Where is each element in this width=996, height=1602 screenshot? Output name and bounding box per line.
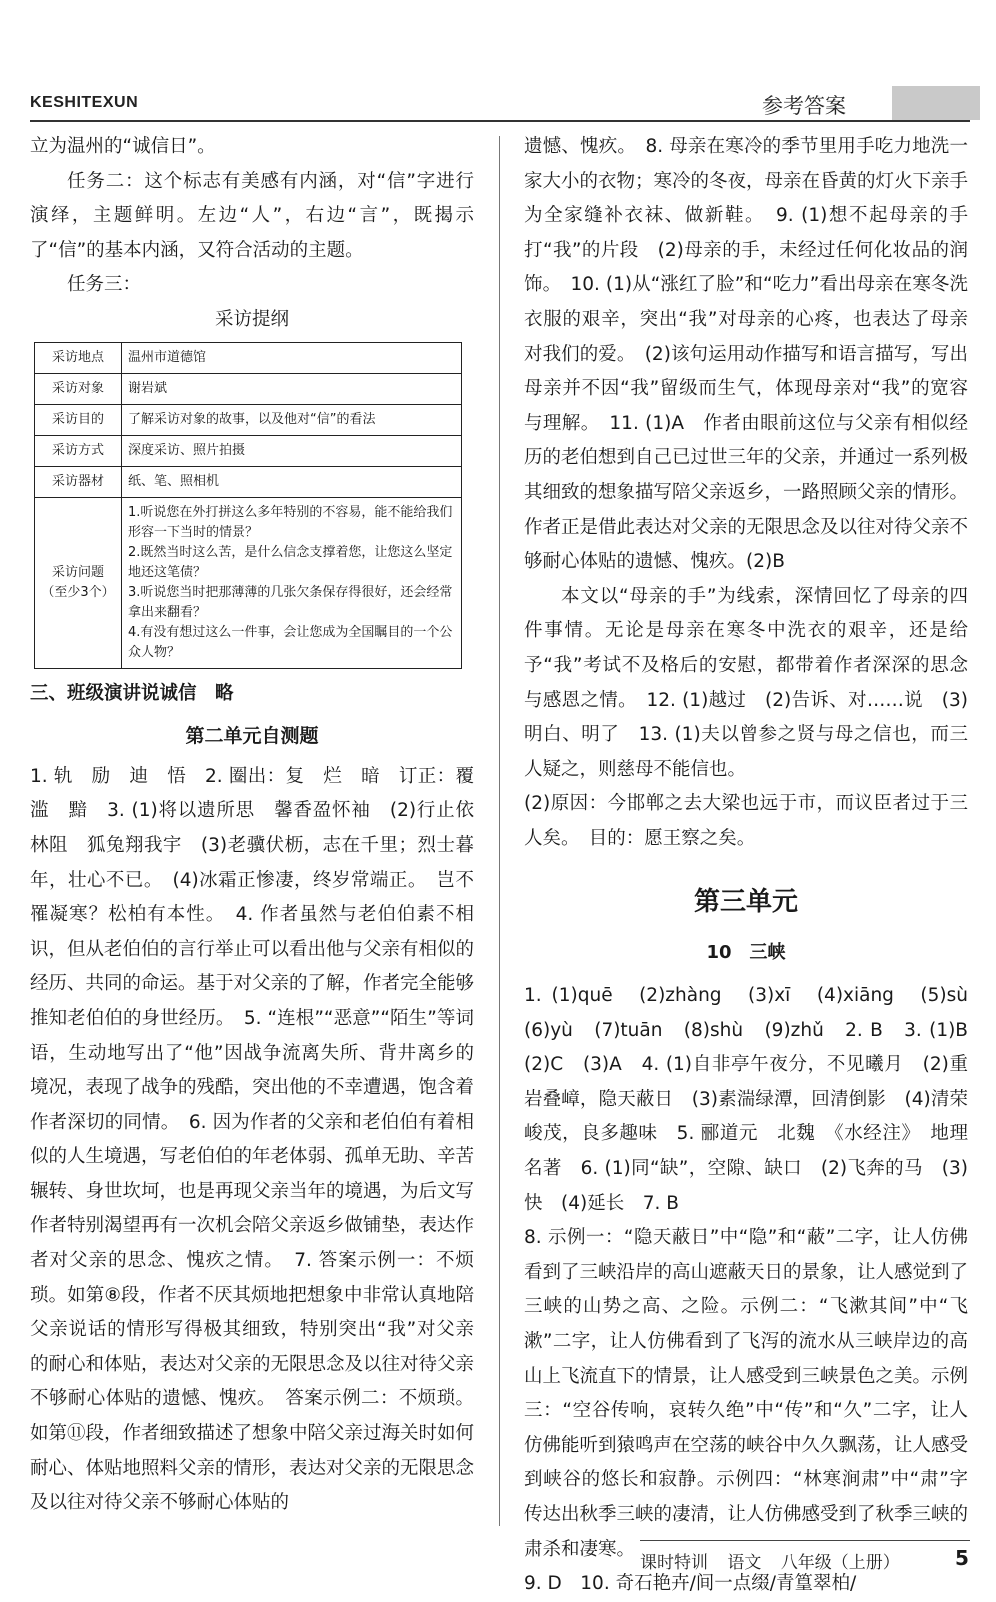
table-row <box>35 373 462 404</box>
page-number: 5 <box>955 1546 969 1570</box>
table-row <box>35 404 462 435</box>
right-column <box>524 130 987 1602</box>
paragraph: 本文以“母亲的手”为线索，深情回忆了母亲的四件事情。无论是母亲在寒冬中洗衣的艰辛，还是给予“我”考试不及格后的安慰，都带着作者深深的思念与感恩之情。 12. (1)越过 (2)告诉、对……说 (3)明白、明了 13. (1)夫以曾参之贤与母之信也，而三人疑之，则慈母不能信也。 <box>524 585 968 780</box>
table-title: 采访提纲 <box>214 308 289 330</box>
table-cell: 采访问题（至少3个） <box>35 497 122 668</box>
table-cell: 了解采访对象的故事，以及他对“信”的看法 <box>122 404 462 435</box>
page-header <box>0 0 996 128</box>
table-cell: 采访方式 <box>35 435 122 466</box>
paragraph: 遗憾、愧疚。 8. 母亲在寒冷的季节里用手吃力地洗一家大小的衣物；寒冷的冬夜，母亲在昏黄的灯火下亲手为全家缝补衣袜、做新鞋。 9. (1)想不起母亲的手打“我”的片段 (2)母亲的手，未经过任何化妆品的润饰。 10. (1)从“涨红了脸”和“吃力”看出母亲在寒冬洗衣服的艰辛，突出“我”对母亲的心疼，也表达了母亲对我们的爱。 (2)该句运用动作描写和语言描写，写出母亲并不因“我”留级而生气，体现母亲对“我”的宽容与理解。 11. (1)A 作者由眼前这位与父亲有相似经历的老伯想到自己已过世三年的父亲，并通过一系列极其细致的想象描写陪父亲返乡，一路照顾父亲的情形。作者正是借此表达对父亲的无限思念及以往对待父亲不够耐心体贴的遗憾、愧疚。(2)B <box>524 136 969 573</box>
table-cell: 纸、笔、照相机 <box>122 466 462 497</box>
question-item: 4.有没有想过这么一件事，会让您成为全国瞩目的一个公众人物？ <box>128 624 453 660</box>
page-footer <box>640 1548 914 1573</box>
header-title: 参考答案 <box>762 94 846 118</box>
question-item: 3.听说您当时把那薄薄的几张欠条保存得很好，还会经常拿出来翻看？ <box>128 584 453 620</box>
section-heading: 三、班级演讲说诚信 略 <box>30 682 234 704</box>
table-cell: 谢岩斌 <box>122 373 462 404</box>
column-divider <box>499 136 500 1526</box>
footer-series: 课时特训 <box>640 1553 708 1573</box>
header-divider <box>30 120 970 122</box>
table-row <box>35 342 462 373</box>
paragraph: 1. 轨 励 迪 悟 2. 圈出：复 烂 暗 订正：覆 滥 黯 3. (1)将以遗所思 馨香盈怀袖 (2)行止依林阻 狐兔翔我宇 (3)老骥伏枥，志在千里；烈士暮年，壮心不已。 (4)冰霜正惨凄，终岁常端正。 岂不罹凝寒？松柏有本性。 4. 作者虽然与老伯伯素不相识，但从老伯伯的言行举止可以看出他与父亲有相似的经历、共同的命运。基于对父亲的了解，作者完全能够推知老伯伯的身世经历。 5. “连根”“恶意”“陌生”等词语，生动地写出了“他”因战争流离失所、背井离乡的境况，表现了战争的残酷，突出他的不幸遭遇，饱含着作者深切的同情。 6. 因为作者的父亲和老伯伯有着相似的人生境遇，写老伯伯的年老体弱、孤单无助、辛苦辗转、身世坎坷，也是再现父亲当年的境遇，为后文写作者特别渴望再有一次机会陪父亲返乡做铺垫，表达作者对父亲的思念、愧疚之情。 7. 答案示例一：不烦琐。如第⑧段，作者不厌其烦地把想象中非常认真地陪父亲说话的情形写得极其细致，特别突出“我”对父亲的耐心和体贴，表达对父亲的无限思念及以往对待父亲不够耐心体贴的遗憾、愧疚。 答案示例二：不烦琐。如第⑪段，作者细致描述了想象中陪父亲过海关时如何耐心、体贴地照料父亲的情形，表达对父亲的无限思念及以往对待父亲不够耐心体贴的 <box>30 765 493 1514</box>
paragraph: 任务三： <box>67 274 142 296</box>
unit2-title: 第二单元自测题 <box>185 725 319 748</box>
question-item: 2.既然当时这么苦，是什么信念支撑着您，让您这么坚定地还这笔债？ <box>128 544 453 580</box>
table-cell: 采访目的 <box>35 404 122 435</box>
lesson-title: 10 三峡 <box>706 942 786 964</box>
paragraph: 1. (1)quē (2)zhàng (3)xī (4)xiāng (5)sù (6)yù (7)tuān (8)shù (9)zhǔ 2. B 3. (1)B (2)C (3)A 4. (1)自非亭午夜分，不见曦月 (2)重岩叠嶂，隐天蔽日 (3)素湍绿潭，回清倒影 (4)清荣峻茂，良多趣味 5. 郦道元 北魏 《水经注》 地理名著 6. (1)同“缺”，空隙、缺口 (2)飞奔的马 (3)快 (4)延长 7. B <box>524 985 987 1214</box>
table-cell: 深度采访、照片拍摄 <box>122 435 462 466</box>
footer-subject: 语文 <box>727 1553 762 1573</box>
table-row <box>35 466 462 497</box>
table-cell: 采访器材 <box>35 466 122 497</box>
paragraph: 任务二：这个标志有美感有内涵，对“信”字进行演绎，主题鲜明。左边“人”，右边“言”，既揭示了“信”的基本内涵，又符合活动的主题。 <box>30 170 474 261</box>
table-cell: 温州市道德馆 <box>122 342 462 373</box>
header-decoration <box>892 86 980 120</box>
table-cell: 采访对象 <box>35 373 122 404</box>
interview-outline-table <box>34 342 462 669</box>
footer-divider <box>640 1540 970 1541</box>
left-column <box>30 130 493 1521</box>
paragraph: (2)原因：今邯郸之去大梁也远于市，而议臣者过于三人矣。 目的：愿王察之矣。 <box>524 793 968 849</box>
unit3-title: 第三单元 <box>693 887 798 918</box>
paragraph: 立为温州的“诚信日”。 <box>30 136 216 157</box>
paragraph: 8. 示例一：“隐天蔽日”中“隐”和“蔽”二字，让人仿佛看到了三峡沿岸的高山遮蔽天日的景象，让人感觉到了三峡的山势之高、之险。示例二：“飞漱其间”中“飞漱”二字，让人仿佛看到了飞泻的流水从三峡岸边的高山上飞流直下的情景，让人感受到三峡景色之美。示例三：“空谷传响，哀转久绝”中“传”和“久”二字，让人仿佛能听到猿鸣声在空荡的峡谷中久久飘荡，让人感受到峡谷的悠长和寂静。示例四：“林寒涧肃”中“肃”字传达出秋季三峡的凄清，让人仿佛感受到了秋季三峡的肃杀和凄寒。 <box>524 1227 969 1560</box>
table-cell: 采访地点 <box>35 342 122 373</box>
table-row <box>35 435 462 466</box>
table-row <box>35 497 462 668</box>
question-item: 1.听说您在外打拼这么多年特别的不容易，能不能给我们形容一下当时的情景？ <box>128 504 453 540</box>
footer-grade: 八年级（上册） <box>780 1553 900 1573</box>
brand-name: KESHITEXUN <box>30 94 139 111</box>
paragraph: 9. D 10. 奇石艳卉/间一点缀/青篁翠柏/ <box>524 1573 857 1595</box>
table-cell <box>122 497 462 668</box>
